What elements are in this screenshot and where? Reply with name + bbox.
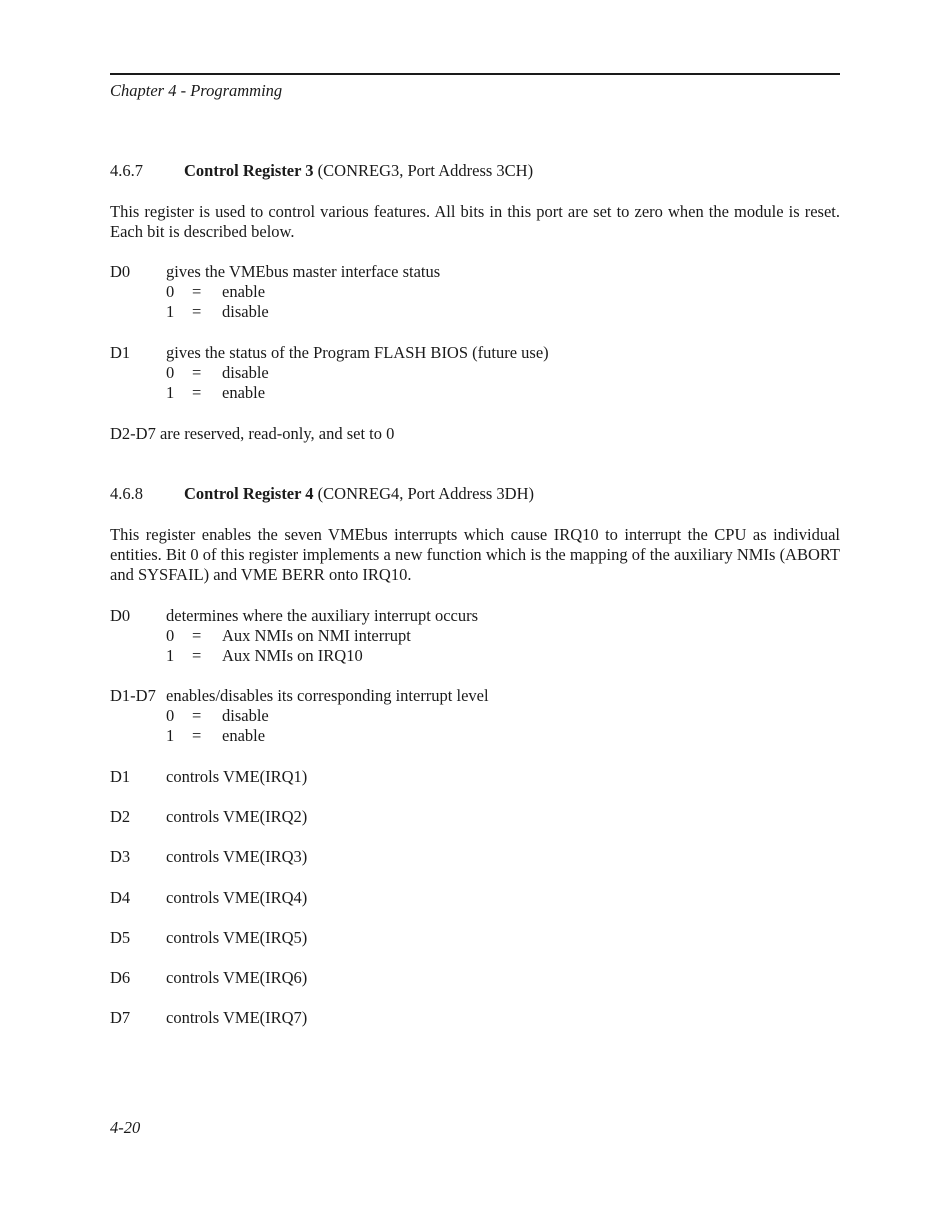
bit-value-row	[166, 302, 269, 322]
value-equals: =	[192, 363, 202, 382]
bit-value-row	[166, 363, 269, 383]
section-title-detail: (CONREG4, Port Address 3DH)	[313, 484, 535, 503]
bit-description: controls VME(IRQ5)	[166, 928, 308, 947]
value-meaning: enable	[222, 726, 266, 745]
bit-description: gives the status of the Program FLASH BIOS (future use)	[166, 343, 549, 362]
value-equals: =	[192, 282, 202, 301]
bit-value-row	[166, 726, 265, 746]
bit-label: D2	[110, 807, 131, 826]
bit-label: D3	[110, 847, 131, 866]
value-key: 1	[166, 302, 175, 321]
bit-label: D1	[110, 343, 131, 362]
value-meaning: enable	[222, 282, 266, 301]
section-intro-paragraph: This register is used to control various features. All bits in this port are set to zero when the module is reset. Each bit is described below.	[110, 202, 840, 241]
bit-label: D0	[110, 606, 131, 625]
reserved-bits-note: D2-D7 are reserved, read-only, and set to 0	[110, 424, 395, 443]
section-heading-4-6-7	[110, 161, 533, 181]
bit-description: enables/disables its corresponding interrupt level	[166, 686, 489, 705]
bit-label: D4	[110, 888, 131, 907]
value-equals: =	[192, 726, 202, 745]
page-number: 4-20	[110, 1118, 141, 1137]
bit-label: D7	[110, 1008, 131, 1027]
bit-label: D1-D7	[110, 686, 156, 705]
bit-value-row	[166, 646, 363, 666]
value-key: 0	[166, 282, 175, 301]
value-key: 1	[166, 646, 175, 665]
value-meaning: disable	[222, 302, 269, 321]
bit-description: controls VME(IRQ1)	[166, 767, 308, 786]
value-key: 1	[166, 383, 175, 402]
value-meaning: disable	[222, 706, 269, 725]
header-rule	[110, 73, 840, 75]
value-key: 1	[166, 726, 175, 745]
bit-value-row	[166, 626, 411, 646]
bit-description: controls VME(IRQ2)	[166, 807, 308, 826]
bit-description: gives the VMEbus master interface status	[166, 262, 441, 281]
bit-description: determines where the auxiliary interrupt occurs	[166, 606, 479, 625]
section-number: 4.6.7	[110, 161, 143, 180]
value-key: 0	[166, 706, 175, 725]
value-equals: =	[192, 646, 202, 665]
bit-value-row	[166, 282, 265, 302]
section-title: Control Register 3	[184, 161, 314, 180]
bit-description: controls VME(IRQ4)	[166, 888, 308, 907]
bit-description: controls VME(IRQ7)	[166, 1008, 308, 1027]
value-meaning: enable	[222, 383, 266, 402]
value-equals: =	[192, 302, 202, 321]
section-intro-paragraph: This register enables the seven VMEbus interrupts which cause IRQ10 to interrupt the CPU as individual entities. Bit 0 of this register implements a new function which is the mapping of the auxiliary NMIs (ABORT and SYSFAIL) and VME BERR onto IRQ10.	[110, 525, 840, 584]
value-equals: =	[192, 383, 202, 402]
value-equals: =	[192, 706, 202, 725]
bit-value-row	[166, 706, 269, 726]
value-meaning: Aux NMIs on NMI interrupt	[222, 626, 411, 645]
section-title-detail: (CONREG3, Port Address 3CH)	[313, 161, 534, 180]
running-header: Chapter 4 - Programming	[110, 81, 283, 100]
value-equals: =	[192, 626, 202, 645]
section-heading-4-6-8	[110, 484, 534, 504]
value-meaning: Aux NMIs on IRQ10	[222, 646, 363, 665]
bit-label: D0	[110, 262, 131, 281]
bit-value-row	[166, 383, 265, 403]
value-meaning: disable	[222, 363, 269, 382]
bit-label: D1	[110, 767, 131, 786]
section-number: 4.6.8	[110, 484, 143, 503]
bit-description: controls VME(IRQ3)	[166, 847, 308, 866]
bit-description: controls VME(IRQ6)	[166, 968, 308, 987]
bit-label: D5	[110, 928, 131, 947]
bit-label: D6	[110, 968, 131, 987]
section-title: Control Register 4	[184, 484, 314, 503]
value-key: 0	[166, 626, 175, 645]
value-key: 0	[166, 363, 175, 382]
